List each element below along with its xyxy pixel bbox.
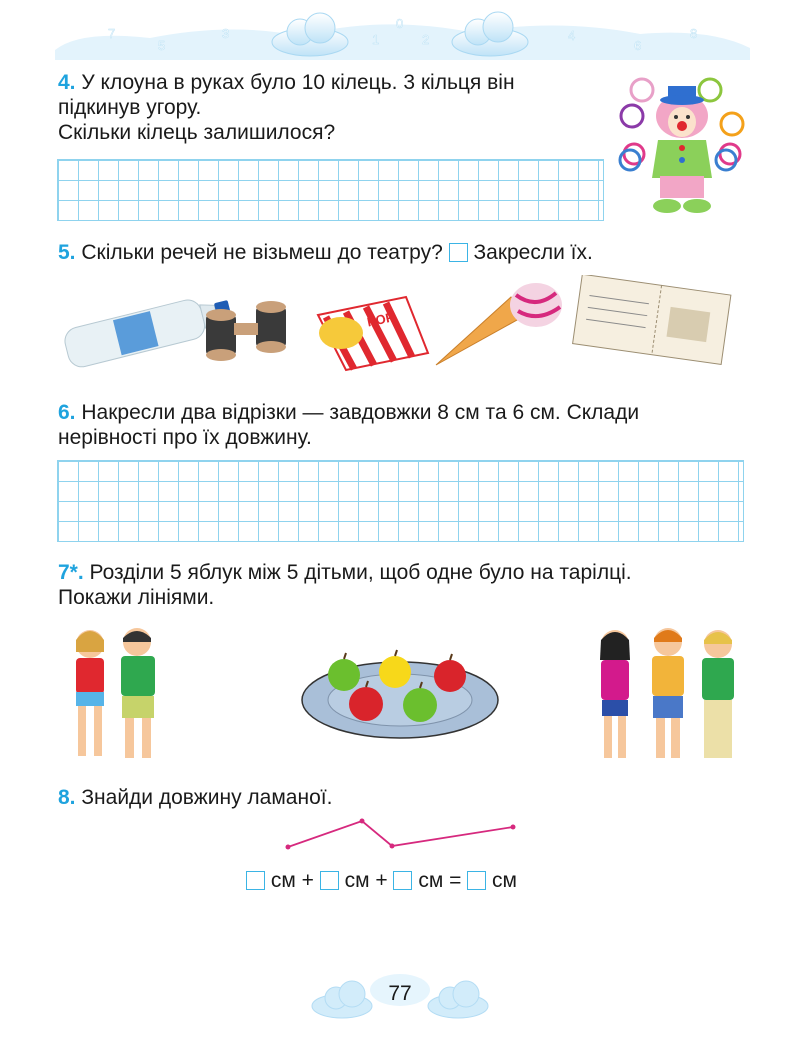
boy-green-shirt — [121, 628, 155, 758]
children-left-illustration — [62, 622, 172, 767]
unit-label: см — [344, 869, 370, 892]
task-4 — [58, 70, 618, 145]
header-digit: 0 — [396, 16, 404, 31]
unit-label: см — [418, 869, 444, 892]
answer-grid-task6[interactable] — [57, 460, 744, 542]
header-digit: 3 — [222, 26, 230, 41]
answer-box-segment-2[interactable] — [320, 871, 339, 890]
binoculars — [206, 301, 286, 361]
task-7 — [58, 560, 748, 610]
header-digit: 4 — [568, 28, 576, 43]
apple — [328, 659, 360, 691]
task-5 — [58, 240, 758, 265]
task-4-line2: підкинув угору. — [58, 96, 202, 119]
apple — [403, 688, 437, 722]
task-7-line2: Покажи лініями. — [58, 586, 215, 609]
header-digit: 8 — [690, 26, 698, 41]
header-cloud-band — [0, 0, 800, 70]
theater-items-illustration — [56, 275, 756, 375]
popcorn-label: POP — [365, 309, 396, 330]
cloud-left — [272, 13, 348, 56]
apple — [379, 656, 411, 688]
plus-sign: + — [375, 869, 388, 892]
answer-box[interactable] — [449, 243, 468, 262]
task-5-question: Скільки речей не візьмеш до театру? — [81, 241, 443, 264]
task-number: 4. — [58, 71, 76, 94]
equals-sign: = — [449, 869, 462, 892]
task-6-line2: нерівності про їх довжину. — [58, 426, 312, 449]
task-8 — [58, 785, 332, 810]
answer-box-total[interactable] — [467, 871, 486, 890]
boy-glasses — [702, 630, 734, 758]
task-8-question: Знайди довжину ламаної. — [81, 786, 333, 809]
task-number: 7*. — [58, 561, 84, 584]
theater-ticket — [573, 275, 731, 364]
plus-sign: + — [301, 869, 314, 892]
answer-grid-task4[interactable] — [57, 159, 604, 221]
popcorn-bag — [318, 297, 428, 370]
header-digit: 2 — [422, 32, 430, 47]
girl-purple-shirt — [600, 630, 630, 758]
task-6-line1: Накресли два відрізки — завдовжки 8 см та 6 см. Склади — [81, 401, 640, 424]
task-4-line1: У клоуна в руках було 10 кілець. 3 кільця він — [81, 71, 515, 94]
task-number: 8. — [58, 786, 76, 809]
task-4-question: Скільки кілець залишилося? — [58, 121, 336, 144]
plate-with-apples — [300, 648, 500, 743]
unit-label: см — [270, 869, 296, 892]
header-digit: 7 — [108, 26, 116, 41]
girl-red-shirt — [76, 630, 104, 756]
ice-cream-cone — [436, 283, 562, 365]
clown-juggling-illustration — [612, 68, 752, 218]
task-number: 6. — [58, 401, 76, 424]
task-6 — [58, 400, 748, 450]
header-digit: 5 — [158, 38, 166, 53]
broken-line-figure — [280, 815, 520, 855]
task-7-line1: Розділи 5 яблук між 5 дітьми, щоб одне було на тарілці. — [89, 561, 632, 584]
cloud-right — [452, 12, 528, 56]
boy-orange-hair — [652, 628, 684, 758]
length-equation — [246, 869, 517, 893]
unit-label: см — [492, 869, 517, 892]
children-right-illustration — [590, 622, 750, 767]
header-digit: 1 — [372, 32, 380, 47]
header-digit: 6 — [634, 38, 642, 53]
task-5-instruction: Закресли їх. — [473, 241, 593, 264]
answer-box-segment-1[interactable] — [246, 871, 265, 890]
page-number: 77 — [388, 982, 412, 1005]
answer-box-segment-3[interactable] — [393, 871, 412, 890]
apple — [434, 660, 466, 692]
apple — [349, 687, 383, 721]
task-number: 5. — [58, 241, 76, 264]
